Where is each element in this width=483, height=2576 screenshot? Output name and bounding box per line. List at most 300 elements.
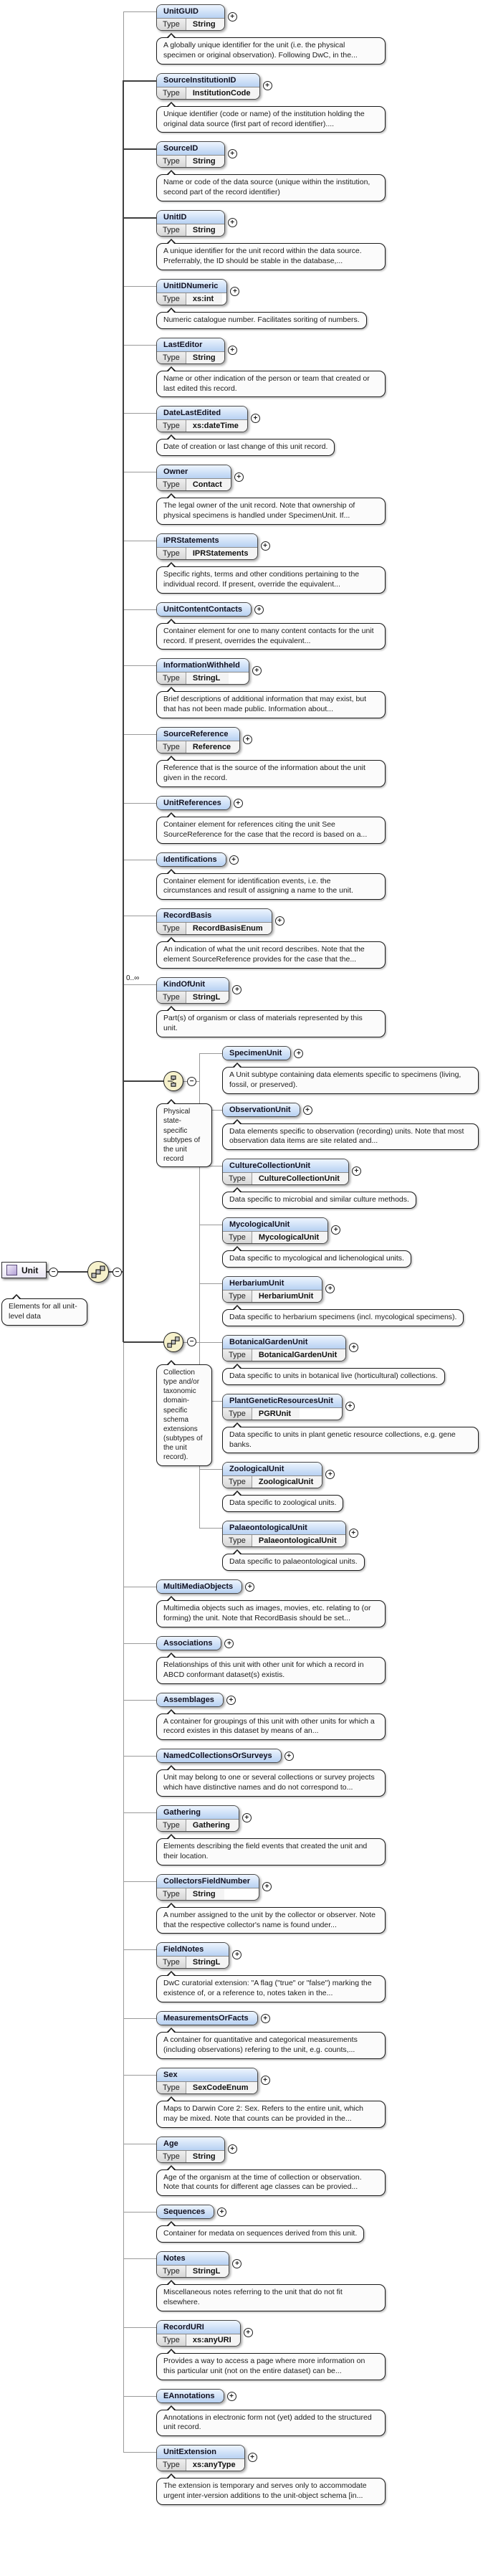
expand-icon[interactable]: + [232, 2259, 242, 2268]
element-node-SourceInstitutionID [156, 73, 479, 133]
type-key-label: Type [157, 2082, 186, 2093]
element-box[interactable] [156, 2068, 258, 2094]
element-node-UnitExtension [156, 2445, 479, 2505]
element-node-CollectorsFieldNumber [156, 1874, 479, 1934]
expand-icon[interactable]: + [331, 1225, 340, 1235]
element-name: DateLastEdited [157, 407, 247, 419]
element-name: UnitID [157, 211, 224, 224]
type-key-label: Type [157, 224, 186, 236]
element-box[interactable] [222, 1462, 322, 1488]
expand-icon[interactable]: + [234, 472, 244, 482]
type-key-label: Type [157, 479, 186, 490]
element-box[interactable] [156, 1749, 282, 1763]
element-box[interactable] [156, 1805, 239, 1832]
annotation-bubble: Date of creation or last change of this unit record. [156, 439, 335, 456]
expand-icon[interactable]: + [232, 985, 242, 994]
type-value-label: StringL [186, 2266, 229, 2277]
group-children [222, 1046, 479, 1150]
element-box[interactable] [156, 338, 225, 364]
expand-icon[interactable]: + [284, 1752, 294, 1761]
expand-icon[interactable]: + [252, 666, 262, 675]
type-key-label: Type [223, 1476, 252, 1488]
type-key-label: Type [223, 1291, 252, 1302]
element-box[interactable] [156, 602, 252, 617]
type-value-label: xs:anyURI [186, 2334, 240, 2346]
annotation-bubble: Part(s) of organism or class of materials represented by this unit. [156, 1010, 386, 1037]
expand-icon[interactable]: + [248, 2453, 257, 2462]
element-node-Assemblages [156, 1693, 479, 1741]
element-name: Sex [157, 2068, 257, 2081]
annotation-bubble: Relationships of this unit with other unit for which a record in ABCD conformant dataset(s) existis. [156, 1657, 386, 1684]
element-name: SourceReference [157, 728, 239, 741]
type-value-label: CultureCollectionUnit [252, 1173, 348, 1184]
type-value-label: BotanicalGardenUnit [252, 1349, 345, 1361]
element-node-UnitIDNumeric [156, 279, 479, 329]
collapse-icon[interactable]: − [113, 1268, 122, 1277]
element-type-row [157, 672, 249, 684]
element-name: SourceInstitutionID [157, 74, 259, 87]
annotation-bubble: Specific rights, terms and other conditions pertaining to the individual record. If present, override the equivalent... [156, 566, 386, 594]
element-node-UnitReferences [156, 796, 479, 844]
type-value-label: String [186, 1888, 224, 1900]
element-type-row [157, 478, 231, 490]
type-value-label: Contact [186, 479, 231, 490]
expand-icon[interactable]: + [228, 218, 237, 227]
element-node-BotanicalGardenUnit [222, 1335, 479, 1385]
element-name: MultiMediaObjects [157, 1580, 242, 1593]
expand-icon[interactable]: + [349, 1529, 358, 1538]
annotation-bubble: A globally unique identifier for the unit (i.e. the physical specimen or original observation). Following DwC, in the... [156, 37, 386, 65]
group-trunk-line [199, 1053, 200, 1110]
type-value-label: String [186, 224, 224, 236]
type-value-label: SexCodeEnum [186, 2082, 257, 2093]
expand-icon[interactable]: + [232, 1950, 242, 1959]
element-node-Associations [156, 1636, 479, 1684]
element-node-RecordURI [156, 2320, 479, 2380]
element-name: SpecimenUnit [223, 1047, 290, 1060]
element-type-row [223, 1475, 322, 1488]
type-key-label: Type [157, 548, 186, 559]
element-name: IPRStatements [157, 534, 257, 547]
expand-icon[interactable]: + [345, 1402, 355, 1411]
element-name: CultureCollectionUnit [223, 1159, 348, 1172]
annotation-bubble: Miscellaneous notes referring to the unit that do not fit elsewhere. [156, 2284, 386, 2311]
type-value-label: xs:anyType [186, 2459, 244, 2471]
annotation-bubble: Maps to Darwin Core 2: Sex. Refers to the entire unit, which may be mixed. Note that counts can be provided in the... [156, 2101, 386, 2128]
element-type-row [157, 155, 224, 167]
type-value-label: StringL [186, 672, 229, 684]
element-name: ObservationUnit [223, 1103, 300, 1116]
choice-glyph [168, 1075, 179, 1087]
element-node-SourceReference [156, 727, 479, 787]
element-box[interactable] [222, 1521, 346, 1547]
expand-icon[interactable]: + [263, 81, 272, 90]
element-name: RecordURI [157, 2321, 240, 2334]
expand-icon[interactable]: + [294, 1049, 303, 1058]
element-name: NamedCollectionsOrSurveys [157, 1749, 281, 1762]
annotation-bubble: The legal owner of the unit record. Note that ownership of physical specimens is handled under SpecimenUnit. If... [156, 498, 386, 525]
element-box[interactable] [156, 1942, 229, 1969]
expand-icon[interactable]: + [229, 855, 239, 865]
element-box[interactable] [156, 2251, 229, 2278]
expand-icon[interactable]: + [228, 149, 237, 158]
element-name: Owner [157, 465, 231, 478]
element-box[interactable] [222, 1046, 291, 1060]
element-type-row [223, 1407, 342, 1420]
element-box[interactable] [156, 1636, 221, 1650]
element-type-row [157, 922, 272, 934]
element-type-row [157, 741, 239, 753]
element-name: EAnnotations [157, 2390, 224, 2402]
element-box[interactable] [156, 73, 260, 100]
element-node-RecordBasis [156, 908, 479, 969]
element-node-HerbariumUnit [222, 1276, 479, 1326]
annotation-bubble: A unique identifier for the unit record within the data source. Preferrably, the ID should be stable in the database,... [156, 243, 386, 270]
element-node-ObservationUnit [222, 1103, 479, 1151]
element-node-Sex [156, 2068, 479, 2128]
annotation-bubble: Annotations in electronic form not (yet) added to the structured unit record. [156, 2410, 386, 2437]
element-type-row [157, 1956, 229, 1968]
annotation-bubble: An indication of what the unit record describes. Note that the element SourceReference provides for the case that the... [156, 941, 386, 969]
expand-icon[interactable]: + [228, 2144, 237, 2154]
element-type-row [223, 1290, 322, 1302]
annotation-bubble: Name or code of the data source (unique within the institution, second part of the record identifier) [156, 174, 386, 201]
annotation-bubble: Elements describing the field events that created the unit and their location. [156, 1838, 386, 1866]
element-type-row [157, 991, 229, 1003]
type-value-label: xs:int [186, 293, 222, 305]
element-name: UnitIDNumeric [157, 280, 226, 293]
type-value-label: StringL [186, 992, 229, 1003]
expand-icon[interactable]: + [325, 1470, 335, 1479]
element-name: UnitExtension [157, 2446, 244, 2458]
type-value-label: PalaeontologicalUnit [252, 1535, 345, 1546]
element-name: ZoologicalUnit [223, 1463, 322, 1475]
element-name: LastEditor [157, 338, 224, 351]
annotation-bubble: Data specific to microbial and similar culture methods. [222, 1192, 416, 1209]
expand-icon[interactable]: + [254, 605, 264, 614]
expand-icon[interactable]: + [261, 541, 270, 551]
expand-icon[interactable]: + [228, 346, 237, 355]
type-value-label: RecordBasisEnum [186, 923, 272, 934]
element-box[interactable] [156, 2011, 258, 2025]
type-value-label: PGRUnit [252, 1408, 300, 1420]
type-key-label: Type [157, 19, 186, 30]
element-name: UnitContentContacts [157, 603, 251, 616]
element-name: Gathering [157, 1806, 239, 1819]
element-node-MeasurementsOrFacts [156, 2011, 479, 2059]
element-node-Age [156, 2137, 479, 2197]
type-key-label: Type [157, 1820, 186, 1831]
annotation-bubble: Container element for one to many content contacts for the unit record. If present, overrides the equivalent... [156, 623, 386, 650]
expand-icon[interactable]: + [325, 1284, 335, 1293]
element-node-MultiMediaObjects [156, 1579, 479, 1627]
element-box[interactable] [156, 1874, 259, 1901]
annotation-bubble: Unique identifier (code or name) of the institution holding the original data source (first part of record identifier).... [156, 106, 386, 133]
element-box[interactable] [156, 533, 258, 560]
element-node-DateLastEdited [156, 406, 479, 456]
element-box[interactable] [222, 1335, 346, 1361]
element-type-row [157, 2081, 257, 2093]
type-value-label: String [186, 2151, 224, 2162]
type-key-label: Type [223, 1408, 252, 1420]
expand-icon[interactable]: + [262, 1882, 272, 1891]
expand-icon[interactable]: + [217, 2207, 226, 2217]
element-type-row [223, 1349, 345, 1361]
element-name: KindOfUnit [157, 978, 229, 991]
expand-icon[interactable]: + [242, 1813, 252, 1822]
element-box[interactable] [156, 2389, 224, 2403]
group-connector-line [123, 1341, 165, 1343]
collapse-icon[interactable]: − [187, 1337, 196, 1346]
type-value-label: InstitutionCode [186, 87, 259, 99]
annotation-bubble: A container for groupings of this unit with other units for which a record existes in this dataset by means of an... [156, 1714, 386, 1741]
element-type-row [157, 547, 257, 559]
type-key-label: Type [157, 1957, 186, 1968]
element-name: Associations [157, 1637, 221, 1650]
element-box[interactable] [156, 2205, 214, 2219]
element-name: PalaeontologicalUnit [223, 1521, 345, 1534]
expand-icon[interactable]: + [244, 2328, 253, 2337]
annotation-bubble: A container for quantitative and categorical measurements (including observations) refering to the unit, e.g. counts,... [156, 2032, 386, 2059]
annotation-bubble: Container element for identification events, i.e. the circumstances and result of assigning a name to the unit. [156, 873, 386, 900]
element-box[interactable] [156, 2445, 245, 2471]
element-node-Notes [156, 2251, 479, 2311]
element-type-row [157, 87, 259, 99]
annotation-bubble: Brief descriptions of additional information that may exist, but that has not been made public. Information about... [156, 691, 386, 718]
type-value-label: Reference [186, 741, 239, 753]
element-type-row [157, 2150, 224, 2162]
type-key-label: Type [157, 352, 186, 363]
element-name: SourceID [157, 142, 224, 155]
element-box[interactable] [222, 1159, 349, 1185]
element-node-NamedCollectionsOrSurveys [156, 1749, 479, 1797]
element-box[interactable] [156, 465, 231, 491]
type-value-label: ZoologicalUnit [252, 1476, 322, 1488]
type-key-label: Type [157, 992, 186, 1003]
type-value-label: String [186, 156, 224, 167]
expand-icon[interactable]: + [261, 2014, 270, 2023]
type-key-label: Type [157, 293, 186, 305]
element-box[interactable] [156, 141, 225, 168]
collapse-icon[interactable]: − [49, 1268, 58, 1277]
expand-icon[interactable]: + [261, 2076, 270, 2085]
annotation-bubble: The extension is temporary and serves only to accommodate urgent inter-version additions to the unit-object schema [in... [156, 2478, 386, 2505]
element-box[interactable] [156, 279, 227, 305]
annotation-bubble: Age of the organism at the time of collection or observation. Note that counts for different age classes can be provied... [156, 2169, 386, 2197]
element-node-KindOfUnit [126, 974, 479, 1037]
type-key-label: Type [157, 2266, 186, 2277]
type-value-label: StringL [186, 1957, 229, 1968]
element-name: Assemblages [157, 1693, 223, 1706]
sequence-glyph [91, 1265, 105, 1279]
expand-icon[interactable]: + [303, 1106, 312, 1115]
annotation-bubble: Data specific to palaeontological units. [222, 1554, 365, 1571]
type-value-label: MycologicalUnit [252, 1232, 327, 1243]
unit-root-label: Unit [21, 1265, 39, 1275]
expand-icon[interactable]: + [352, 1166, 361, 1176]
group-connector-line [123, 1080, 165, 1082]
expand-icon[interactable]: + [227, 2392, 236, 2401]
annotation-bubble: Data specific to zoological units. [222, 1495, 343, 1512]
annotation-bubble: DwC curatorial extension: "A flag ("true" or "false") marking the existence of, or a reference to, notes taken in the... [156, 1975, 386, 2002]
element-name: UnitGUID [157, 5, 224, 18]
element-node-ZoologicalUnit [222, 1462, 479, 1512]
element-type-row [157, 1819, 239, 1831]
expand-icon[interactable]: + [224, 1639, 234, 1648]
type-key-label: Type [157, 2151, 186, 2162]
element-box[interactable] [156, 2137, 225, 2163]
group-children [222, 1159, 479, 1571]
element-node-FieldNotes [156, 1942, 479, 2002]
element-type-row [223, 1172, 348, 1184]
element-node-Gathering [156, 1805, 479, 1866]
element-name: FieldNotes [157, 1943, 229, 1956]
element-box[interactable] [222, 1217, 328, 1244]
type-key-label: Type [157, 923, 186, 934]
element-node-EAnnotations [156, 2389, 479, 2437]
element-box[interactable] [156, 1579, 242, 1594]
element-type-row [157, 351, 224, 363]
expand-icon[interactable]: + [245, 1582, 254, 1592]
annotation-bubble: Multimedia objects such as images, movies, etc. relating to (or forming) the unit. Note that RecordBasis should be set... [156, 1600, 386, 1627]
expand-icon[interactable]: + [228, 12, 237, 22]
element-node-LastEditor [156, 338, 479, 398]
element-box[interactable] [156, 977, 229, 1004]
element-icon [6, 1265, 17, 1275]
element-node-IPRStatements [156, 533, 479, 594]
group-annotation-bubble: Collection type and/or taxonomic domain-specific schema extensions (subtypes of the unit record). [156, 1364, 212, 1466]
annotation-bubble: Data elements specific to observation (recording) units. Note that most observation data items are site related and... [222, 1123, 479, 1151]
type-key-label: Type [157, 420, 186, 432]
element-name: Sequences [157, 2205, 214, 2218]
compositor-group [156, 1046, 479, 1164]
element-node-SpecimenUnit [222, 1046, 479, 1094]
unit-root-box[interactable] [1, 1262, 47, 1278]
group-annotation-bubble: Physical state-specific subtypes of the unit record [156, 1103, 212, 1167]
element-box[interactable] [156, 4, 225, 31]
sequence-glyph [167, 1336, 180, 1349]
child-elements-column [126, 4, 479, 2514]
element-type-row [157, 293, 226, 305]
element-name: CollectorsFieldNumber [157, 1875, 259, 1888]
element-node-Owner [156, 465, 479, 525]
element-node-PlantGeneticResourcesUnit [222, 1394, 479, 1454]
main-trunk-required-segment [123, 80, 124, 1342]
type-value-label: xs:dateTime [186, 420, 247, 432]
annotation-bubble: Data specific to herbarium specimens (incl. mycological specimens). [222, 1309, 464, 1326]
expand-icon[interactable]: + [243, 735, 252, 744]
annotation-bubble: Name or other indication of the person or team that created or last edited this record. [156, 371, 386, 398]
unit-root-annotation: Elements for all unit-level data [1, 1298, 87, 1326]
element-type-row [157, 419, 247, 432]
element-type-row [157, 2265, 229, 2277]
type-value-label: String [186, 19, 224, 30]
element-box[interactable] [156, 1693, 224, 1707]
type-key-label: Type [157, 156, 186, 167]
annotation-bubble: Container for medata on sequences derived from this unit. [156, 2225, 364, 2243]
element-node-Identifications [156, 852, 479, 900]
element-box[interactable] [222, 1103, 300, 1117]
expand-icon[interactable]: + [275, 916, 284, 926]
type-value-label: HerbariumUnit [252, 1291, 322, 1302]
element-type-row [157, 2458, 244, 2471]
annotation-bubble: A Unit subtype containing data elements specific to specimens (living, fossil, or preserved). [222, 1067, 479, 1094]
element-box[interactable] [156, 727, 240, 754]
collapse-icon[interactable]: − [187, 1077, 196, 1086]
type-value-label: IPRStatements [186, 548, 257, 559]
element-box[interactable] [156, 406, 248, 432]
element-name: MeasurementsOrFacts [157, 2012, 257, 2025]
element-box[interactable] [156, 852, 226, 867]
type-value-label: Gathering [186, 1820, 239, 1831]
element-node-InformationWithheld [156, 658, 479, 718]
expand-icon[interactable]: + [234, 799, 243, 808]
element-node-Sequences [156, 2205, 479, 2243]
type-key-label: Type [157, 741, 186, 753]
element-type-row [157, 2334, 240, 2346]
expand-icon[interactable]: + [349, 1343, 358, 1352]
element-type-row [157, 18, 224, 30]
element-box[interactable] [156, 2320, 241, 2347]
annotation-bubble: Provides a way to access a page where more information on this particular unit (not on the entire dataset) can be... [156, 2353, 386, 2380]
element-box[interactable] [156, 658, 249, 685]
element-box[interactable] [222, 1394, 343, 1420]
element-type-row [157, 1888, 259, 1900]
element-node-MycologicalUnit [222, 1217, 479, 1268]
element-type-row [223, 1534, 345, 1546]
element-name: InformationWithheld [157, 659, 249, 672]
type-key-label: Type [223, 1173, 252, 1184]
type-key-label: Type [223, 1535, 252, 1546]
occurrence-label: 0..∞ [126, 974, 140, 983]
annotation-bubble: Data specific to units in botanical live (horticultural) collections. [222, 1368, 445, 1385]
annotation-bubble: Data specific to mycological and lichenological units. [222, 1250, 411, 1268]
element-box[interactable] [156, 908, 272, 935]
element-box[interactable] [156, 210, 225, 237]
choice-icon[interactable] [163, 1071, 183, 1091]
annotation-bubble: Numeric catalogue number. Facilitates soriting of numbers. [156, 312, 367, 329]
type-key-label: Type [157, 672, 186, 684]
element-name: HerbariumUnit [223, 1277, 322, 1290]
annotation-bubble: Unit may belong to one or several collections or survey projects which have distinctive names and do not correspond to... [156, 1769, 386, 1797]
element-node-PalaeontologicalUnit [222, 1521, 479, 1571]
compositor-group [156, 1159, 479, 1571]
element-box[interactable] [222, 1276, 322, 1303]
annotation-bubble: Reference that is the source of the information about the unit given in the record. [156, 760, 386, 787]
element-node-CultureCollectionUnit [222, 1159, 479, 1209]
element-type-row [223, 1231, 327, 1243]
expand-icon[interactable]: + [226, 1696, 236, 1705]
sequence-icon[interactable] [87, 1261, 109, 1283]
element-box[interactable] [156, 796, 231, 810]
type-key-label: Type [157, 1888, 186, 1900]
element-name: UnitReferences [157, 797, 230, 809]
expand-icon[interactable]: + [251, 414, 260, 423]
element-name: MycologicalUnit [223, 1218, 327, 1231]
element-name: Notes [157, 2252, 229, 2265]
expand-icon[interactable]: + [230, 287, 239, 296]
type-key-label: Type [157, 87, 186, 99]
sequence-icon[interactable] [163, 1332, 183, 1352]
type-value-label: String [186, 352, 224, 363]
element-name: BotanicalGardenUnit [223, 1336, 345, 1349]
element-node-UnitGUID [156, 4, 479, 65]
element-name: RecordBasis [157, 909, 272, 922]
type-key-label: Type [157, 2459, 186, 2471]
group-trunk-line [199, 1166, 200, 1528]
element-node-UnitContentContacts [156, 602, 479, 650]
element-type-row [157, 224, 224, 236]
